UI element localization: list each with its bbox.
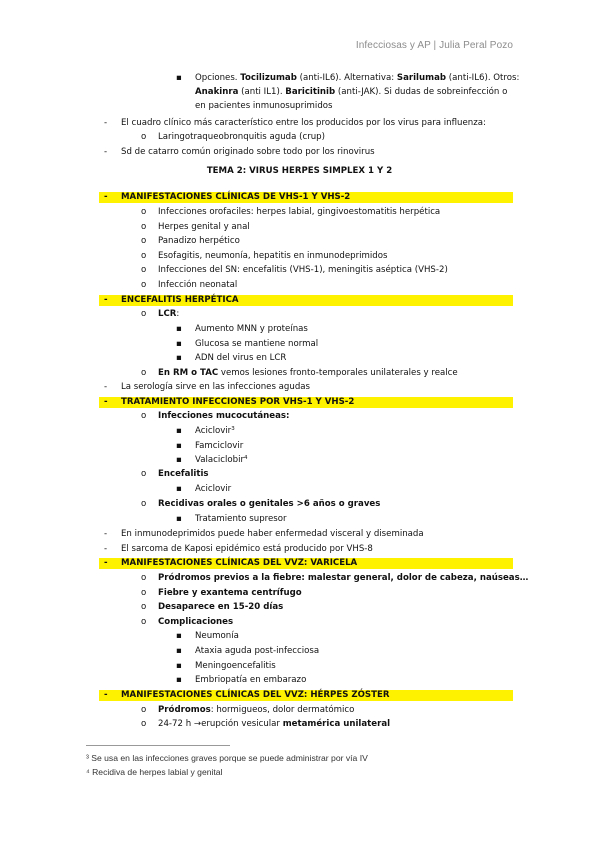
bullet-dash-icon: -: [104, 118, 108, 128]
sub-list-item: Neumonía: [195, 631, 239, 641]
bullet-circle-icon: o: [141, 280, 147, 290]
sub-list-item: Glucosa se mantiene normal: [195, 339, 319, 349]
text-line: Opciones. Tocilizumab (anti-IL6). Alternativa: Sarilumab (anti-IL6). Otros:: [195, 73, 520, 83]
page-header: Infecciosas y AP | Julia Peral Pozo: [355, 40, 513, 51]
bullet-circle-icon: o: [141, 251, 147, 261]
list-item: 24-72 h →erupción vesicular metamérica unilateral: [158, 719, 391, 729]
bullet-circle-icon: o: [141, 222, 147, 232]
list-item: Complicaciones: [158, 617, 234, 627]
list-item: LCR:: [158, 309, 180, 319]
footnote: ³ Se usa en las infecciones graves porque se puede administrar por vía IV: [86, 753, 368, 763]
bullet-dash-icon: -: [104, 382, 108, 392]
list-item: Infecciones del SN: encefalitis (VHS-1), meningitis aséptica (VHS-2): [158, 265, 448, 275]
list-item: Recidivas orales o genitales >6 años o graves: [158, 499, 381, 509]
section-title: TEMA 2: VIRUS HERPES SIMPLEX 1 Y 2: [206, 166, 393, 176]
bullet-circle-icon: o: [141, 588, 147, 598]
sub-list-item: Ataxia aguda post-infecciosa: [195, 646, 320, 656]
text-line: El sarcoma de Kaposi epidémico está producido por VHS-8: [121, 544, 373, 554]
text-line: El cuadro clínico más característico entre los producidos por los virus para influenza:: [121, 118, 486, 128]
text-line: En inmunodeprimidos puede haber enfermedad visceral y diseminada: [121, 529, 424, 539]
list-item: Esofagitis, neumonía, hepatitis en inmunodeprimidos: [158, 251, 388, 261]
sub-list-item: Valaciclobir$^4$: [195, 455, 248, 465]
sub-list-item: Meningoencefalitis: [195, 661, 276, 671]
bullet-circle-icon: o: [141, 236, 147, 246]
bullet-dash-icon: -: [104, 295, 108, 305]
bullet-square-icon: ▪: [176, 661, 182, 671]
bullet-dash-icon: -: [104, 192, 108, 202]
bullet-square-icon: ▪: [176, 646, 182, 656]
bullet-square-icon: ▪: [176, 675, 182, 685]
bullet-square-icon: ▪: [176, 353, 182, 363]
text-line: Sd de catarro común originado sobre todo por los rinovirus: [121, 147, 375, 157]
bullet-dash-icon: -: [104, 544, 108, 554]
bullet-circle-icon: o: [141, 469, 147, 479]
list-item: Panadizo herpético: [158, 236, 240, 246]
bullet-dash-icon: -: [104, 690, 108, 700]
sub-list-item: Famciclovir: [195, 441, 244, 451]
bullet-square-icon: ▪: [176, 455, 182, 465]
footnote-ref: 4: [244, 455, 248, 461]
bullet-circle-icon: o: [141, 705, 147, 715]
bullet-dash-icon: -: [104, 558, 108, 568]
sub-list-item: Tratamiento supresor: [195, 514, 287, 524]
bullet-circle-icon: o: [141, 309, 147, 319]
list-item: En RM o TAC vemos lesiones fronto-temporales unilaterales y realce: [158, 368, 458, 378]
bullet-square-icon: ▪: [176, 514, 182, 524]
list-item: Fiebre y exantema centrífugo: [158, 588, 302, 598]
section-heading: TRATAMIENTO INFECCIONES POR VHS-1 Y VHS-2: [121, 397, 355, 407]
text-line: Anakinra (anti IL1). Baricitinib (anti-JAK). Si dudas de sobreinfección o: [195, 87, 508, 97]
bullet-square-icon: ▪: [176, 426, 182, 436]
arrow-right-icon: →: [193, 719, 202, 729]
bullet-circle-icon: o: [141, 617, 147, 627]
list-item: Herpes genital y anal: [158, 222, 250, 232]
list-item: Infecciones mucocutáneas:: [158, 411, 290, 421]
bullet-circle-icon: o: [141, 411, 147, 421]
bullet-circle-icon: o: [141, 719, 147, 729]
section-heading: ENCEFALITIS HERPÉTICA: [121, 295, 239, 305]
bullet-square-icon: ▪: [176, 324, 182, 334]
sub-list-item: Aciclovir$^3$: [195, 426, 235, 436]
sub-list-item: Aciclovir: [195, 484, 232, 494]
list-item: Pródromos: hormigueos, dolor dermatómico: [158, 705, 355, 715]
bullet-dash-icon: -: [104, 529, 108, 539]
bullet-square-icon: ▪: [176, 631, 182, 641]
section-heading: MANIFESTACIONES CLÍNICAS DEL VVZ: HÉRPES ZÓSTER: [121, 690, 390, 700]
list-item: Infección neonatal: [158, 280, 238, 290]
bullet-square-icon: ▪: [176, 73, 182, 83]
bullet-square-icon: ▪: [176, 339, 182, 349]
bullet-circle-icon: o: [141, 368, 147, 378]
text-line: La serología sirve en las infecciones agudas: [121, 382, 311, 392]
footnote-ref: 3: [231, 426, 235, 432]
list-item: Desaparece en 15-20 días: [158, 602, 284, 612]
sub-list-item: ADN del virus en LCR: [195, 353, 287, 363]
text-line: en pacientes inmunosuprimidos: [195, 101, 333, 111]
sub-list-item: Embriopatía en embarazo: [195, 675, 307, 685]
list-item: Pródromos previos a la fiebre: malestar general, dolor de cabeza, naúseas…: [158, 573, 529, 583]
bullet-square-icon: ▪: [176, 484, 182, 494]
bullet-square-icon: ▪: [176, 441, 182, 451]
footnote-divider: [86, 745, 230, 746]
bullet-circle-icon: o: [141, 573, 147, 583]
list-item: Infecciones orofaciles: herpes labial, gingivoestomatitis herpética: [158, 207, 441, 217]
list-item: Encefalitis: [158, 469, 209, 479]
section-heading: MANIFESTACIONES CLÍNICAS DE VHS-1 Y VHS-2: [121, 192, 351, 202]
bullet-circle-icon: o: [141, 499, 147, 509]
bullet-dash-icon: -: [104, 397, 108, 407]
footnote: ⁴ Recidiva de herpes labial y genital: [86, 767, 223, 777]
bullet-circle-icon: o: [141, 265, 147, 275]
section-heading: MANIFESTACIONES CLÍNICAS DEL VVZ: VARICELA: [121, 558, 358, 568]
bullet-circle-icon: o: [141, 132, 147, 142]
sub-list-item: Aumento MNN y proteínas: [195, 324, 308, 334]
bullet-circle-icon: o: [141, 602, 147, 612]
bullet-dash-icon: -: [104, 147, 108, 157]
bullet-circle-icon: o: [141, 207, 147, 217]
text-line: Laringotraqueobronquitis aguda (crup): [158, 132, 325, 142]
